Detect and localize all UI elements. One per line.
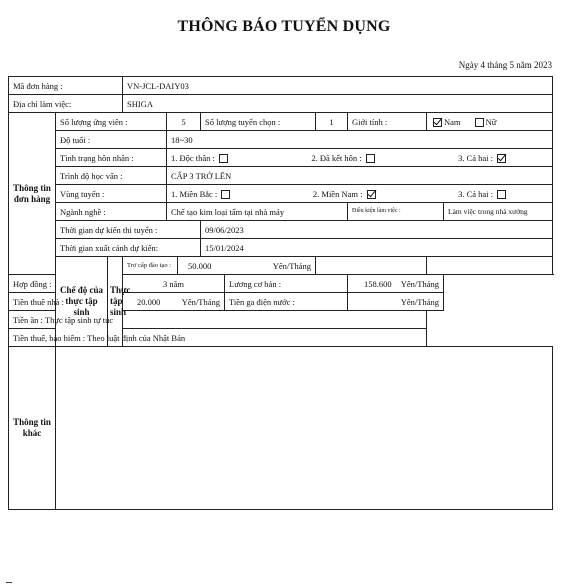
rent-unit: Yên/Tháng [181, 296, 220, 307]
training-unit: Yên/Tháng [272, 260, 311, 271]
training-blank-2 [427, 257, 553, 275]
region-both-checkbox[interactable] [497, 190, 506, 199]
departure-row [9, 239, 553, 257]
training-blank-1 [316, 257, 427, 275]
selected-label: Số lượng tuyển chọn : [201, 113, 316, 131]
food-text: Tiền ăn : Thực tập sinh tự túc [9, 311, 427, 329]
gender-female-label: Nữ [485, 116, 497, 127]
region-north-label: 1. Miền Bắc : [171, 188, 218, 199]
training-value: 50.000 [188, 260, 212, 271]
education-row [9, 167, 553, 185]
marital-married-checkbox[interactable] [366, 154, 375, 163]
page-edge-mark [6, 582, 12, 585]
training-allowance-row [9, 257, 553, 275]
order-code-value: VN-JCL-DAIY03 [123, 77, 553, 95]
marital-options [167, 149, 553, 167]
workplace-value: SHIGA [123, 95, 553, 113]
education-label: Trình độ học vấn : [56, 167, 167, 185]
document-title: THÔNG BÁO TUYỂN DỤNG [177, 18, 391, 35]
age-row [9, 131, 553, 149]
tax-text: Tiền thuế, bảo hiểm : Theo luật định của Nhật Bản [9, 329, 427, 347]
region-label: Vùng tuyển : [56, 185, 167, 203]
salary-label: Lương cơ bản : [225, 275, 348, 293]
selected-value: 1 [316, 113, 348, 131]
condition-value: Làm việc trong nhà xưởng [444, 203, 553, 221]
gender-male-label: Nam [444, 116, 461, 127]
other-info-content [56, 347, 553, 510]
exam-label: Thời gian dự kiến thi tuyển : [56, 221, 201, 239]
gender-label: Giới tính : [348, 113, 427, 131]
applicants-value: 5 [167, 113, 201, 131]
gender-male-checkbox[interactable] [433, 118, 442, 127]
marital-single-checkbox[interactable] [219, 154, 228, 163]
marital-label: Tình trạng hôn nhân : [56, 149, 167, 167]
workplace-row [9, 95, 553, 113]
job-row [9, 203, 553, 221]
document-date: Ngày 4 tháng 5 năm 2023 [458, 60, 552, 70]
age-label: Độ tuổi : [56, 131, 167, 149]
rent-label: Tiền thuê nhà : [9, 293, 108, 311]
gender-female-checkbox[interactable] [475, 118, 484, 127]
region-row [9, 185, 553, 203]
applicants-label: Số lượng ứng viên : [56, 113, 167, 131]
workplace-label: Địa chỉ làm việc: [9, 95, 123, 113]
recruitment-form-table [8, 76, 553, 510]
order-code-label: Mã đơn hàng : [9, 77, 123, 95]
departure-value: 15/01/2024 [201, 239, 553, 257]
age-value: 18~30 [167, 131, 553, 149]
condition-label: Điều kiện làm việc : [348, 203, 444, 221]
intern-section-label: Chế độ của thực tập sinh [56, 257, 108, 347]
training-label: Trợ cấp đào tạo : [123, 257, 178, 275]
job-value: Chế tạo kim loại tấm tại nhà máy [167, 203, 348, 221]
other-section-label: Thông tin khác [9, 347, 56, 510]
region-options [167, 185, 553, 203]
tax-row [9, 329, 553, 347]
rent-value: 20.000 [137, 296, 161, 307]
exam-value: 09/06/2023 [201, 221, 553, 239]
utilities-unit: Yên/Tháng [348, 293, 444, 311]
other-info-row [9, 347, 553, 510]
marital-married-label: 2. Đã kết hôn : [311, 152, 362, 163]
utilities-label: Tiền ga điện nước : [225, 293, 348, 311]
education-value: CẤP 3 TRỞ LÊN [167, 167, 553, 185]
region-both-label: 3. Cả hai : [458, 188, 494, 199]
marital-row [9, 149, 553, 167]
intern-sub-label: Thực tập sinh [108, 257, 123, 347]
applicants-row [9, 113, 553, 131]
region-south-label: 2. Miền Nam : [312, 188, 363, 199]
contract-label: Hợp đồng : [9, 275, 108, 293]
region-north-checkbox[interactable] [221, 190, 230, 199]
food-row [9, 311, 553, 329]
marital-single-label: 1. Độc thân : [171, 152, 215, 163]
salary-value: 158.600 [364, 278, 392, 289]
contract-value: 3 năm [123, 275, 225, 293]
order-info-section-label: Thông tin đơn hàng [9, 113, 56, 275]
marital-both-checkbox[interactable] [497, 154, 506, 163]
departure-label: Thời gian xuất cảnh dự kiến: [56, 239, 201, 257]
exam-row [9, 221, 553, 239]
salary-unit: Yên/Tháng [400, 278, 439, 289]
job-label: Ngành nghề : [56, 203, 167, 221]
region-south-checkbox[interactable] [367, 190, 376, 199]
marital-both-label: 3. Cả hai : [458, 152, 494, 163]
order-code-row [9, 77, 553, 95]
gender-options [427, 113, 553, 131]
